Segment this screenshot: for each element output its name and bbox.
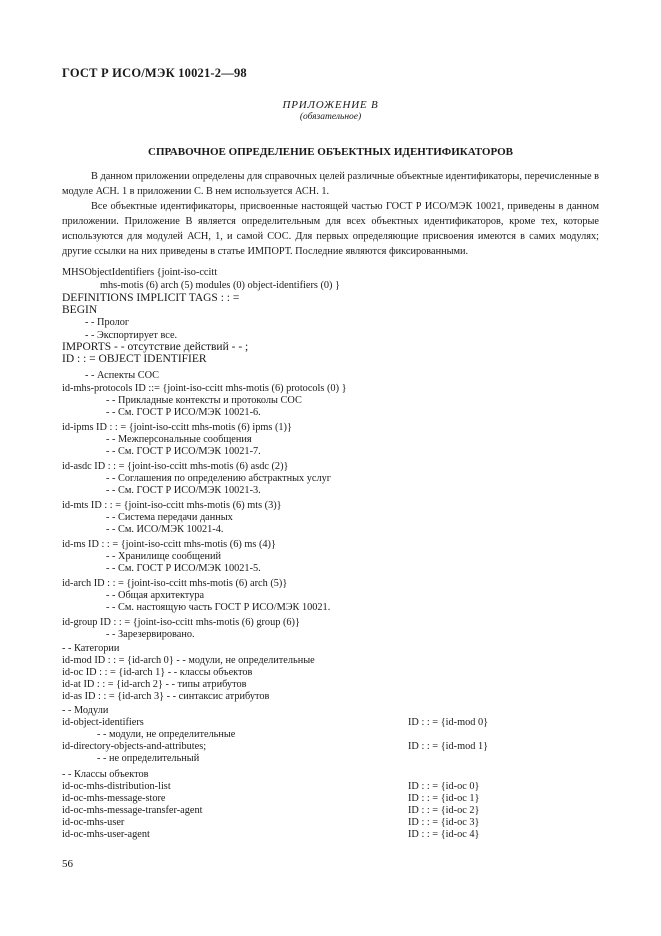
code-line: - - См. ГОСТ Р ИСО/МЭК 10021-7. (106, 446, 261, 457)
code-line: ID : : = {id-mod 0} (408, 717, 489, 728)
code-line: - - См. настоящую часть ГОСТ Р ИСО/МЭК 10021. (106, 602, 331, 613)
section-title: СПРАВОЧНОЕ ОПРЕДЕЛЕНИЕ ОБЪЕКТНЫХ ИДЕНТИФИКАТОРОВ (148, 146, 513, 158)
code-line: id-ms ID : : = {joint-iso-ccitt mhs-motis (6) ms (4)} (62, 539, 276, 550)
code-line: id-oc-mhs-distribution-list (62, 781, 171, 792)
code-line: - - Общая архитектура (106, 590, 205, 601)
code-line: - - Модули (62, 705, 109, 716)
paragraph: Все объектные идентификаторы, присвоенные настоящей частью ГОСТ Р ИСО/МЭК 10021, приведены в данном приложении. Приложение В является определительным для всех объектных идентификаторов, кроме тех, которые используются для модулей АСН, 1, и самой СОС. Для первых определяющие присвоения имеются в самих модулях; другие ссылки на них приведены в статье ИМПОРТ. Последние являются фиксированными. (62, 201, 599, 257)
code-line: id-oc-mhs-message-transfer-agent (62, 805, 203, 816)
code-line: ID : : = OBJECT IDENTIFIER (62, 353, 207, 365)
code-line: - - См. ГОСТ Р ИСО/МЭК 10021-3. (106, 485, 261, 496)
code-line: ID : : = {id-mod 1} (408, 741, 489, 752)
code-line: IMPORTS - - отсутствие действий - - ; (62, 341, 249, 353)
code-line: ID : : = {id-oc 4} (408, 829, 480, 840)
code-line: id-mod ID : : = {id-arch 0} - - модули, не определительные (62, 655, 315, 666)
code-line: - - Экспортирует все. (85, 330, 178, 341)
document-header: ГОСТ Р ИСО/МЭК 10021-2—98 (62, 66, 247, 80)
code-line: ID : : = {id-oc 3} (408, 817, 480, 828)
code-line: - - не определительный (97, 753, 200, 764)
code-line: id-asdc ID : : = {joint-iso-ccitt mhs-motis (6) asdc (2)} (62, 461, 289, 472)
code-line: - - Зарезервировано. (106, 629, 195, 640)
code-line: ID : : = {id-oc 1} (408, 793, 480, 804)
code-line: id-directory-objects-and-attributes; (62, 741, 207, 752)
code-line: - - Пролог (85, 317, 130, 328)
code-line: - - Хранилище сообщений (106, 551, 222, 562)
code-line: id-group ID : : = {joint-iso-ccitt mhs-motis (6) group (6)} (62, 617, 300, 628)
body-text (62, 169, 599, 259)
code-line: - - Соглашения по определению абстрактных услуг (106, 473, 332, 484)
code-line: id-oc ID : : = {id-arch 1} - - классы объектов (62, 667, 253, 678)
appendix-status: (обязательное) (299, 112, 362, 122)
code-line: - - Классы объектов (62, 769, 149, 780)
code-line: ID : : = {id-oc 2} (408, 805, 480, 816)
code-line: id-arch ID : : = {joint-iso-ccitt mhs-motis (6) arch (5)} (62, 578, 288, 589)
code-line: DEFINITIONS IMPLICIT TAGS : : = (62, 292, 240, 304)
code-line: id-oc-mhs-message-store (62, 793, 166, 804)
code-line: - - Система передачи данных (106, 512, 233, 523)
code-line: - - модули, не определительные (97, 729, 236, 740)
code-line: id-ipms ID : : = {joint-iso-ccitt mhs-motis (6) ipms (1)} (62, 422, 292, 433)
code-line: id-mhs-protocols ID ::= {joint-iso-ccitt mhs-motis (6) protocols (0) } (62, 383, 347, 394)
code-line: - - См. ГОСТ Р ИСО/МЭК 10021-5. (106, 563, 261, 574)
code-line: - - Прикладные контексты и протоколы СОС (106, 395, 302, 406)
appendix-title: ПРИЛОЖЕНИЕ В (282, 99, 379, 111)
code-line: - - Аспекты СОС (85, 370, 159, 381)
code-line: id-object-identifiers (62, 717, 144, 728)
code-line: - - Межперсональные сообщения (106, 434, 252, 445)
code-line: id-at ID : : = {id-arch 2} - - типы атрибутов (62, 679, 247, 690)
page-number: 56 (62, 858, 73, 870)
code-line: - - См. ГОСТ Р ИСО/МЭК 10021-6. (106, 407, 261, 418)
paragraph: В данном приложении определены для справочных целей различные объектные идентификаторы, перечисленные в модуле АСН. 1 в приложении С. В нем используется АСН. 1. (62, 171, 599, 197)
code-line: - - См. ИСО/МЭК 10021-4. (106, 524, 224, 535)
code-line: id-oc-mhs-user-agent (62, 829, 150, 840)
code-line: id-mts ID : : = {joint-iso-ccitt mhs-motis (6) mts (3)} (62, 500, 282, 511)
code-line: BEGIN (62, 304, 98, 316)
code-line: id-as ID : : = {id-arch 3} - - синтаксис атрибутов (62, 691, 270, 702)
code-line: MHSObjectIdentifiers {joint-iso-ccitt (62, 267, 218, 278)
code-line: mhs-motis (6) arch (5) modules (0) object-identifiers (0) } (100, 280, 340, 291)
code-line: ID : : = {id-oc 0} (408, 781, 480, 792)
code-line: id-oc-mhs-user (62, 817, 125, 828)
code-line: - - Категории (62, 643, 120, 654)
